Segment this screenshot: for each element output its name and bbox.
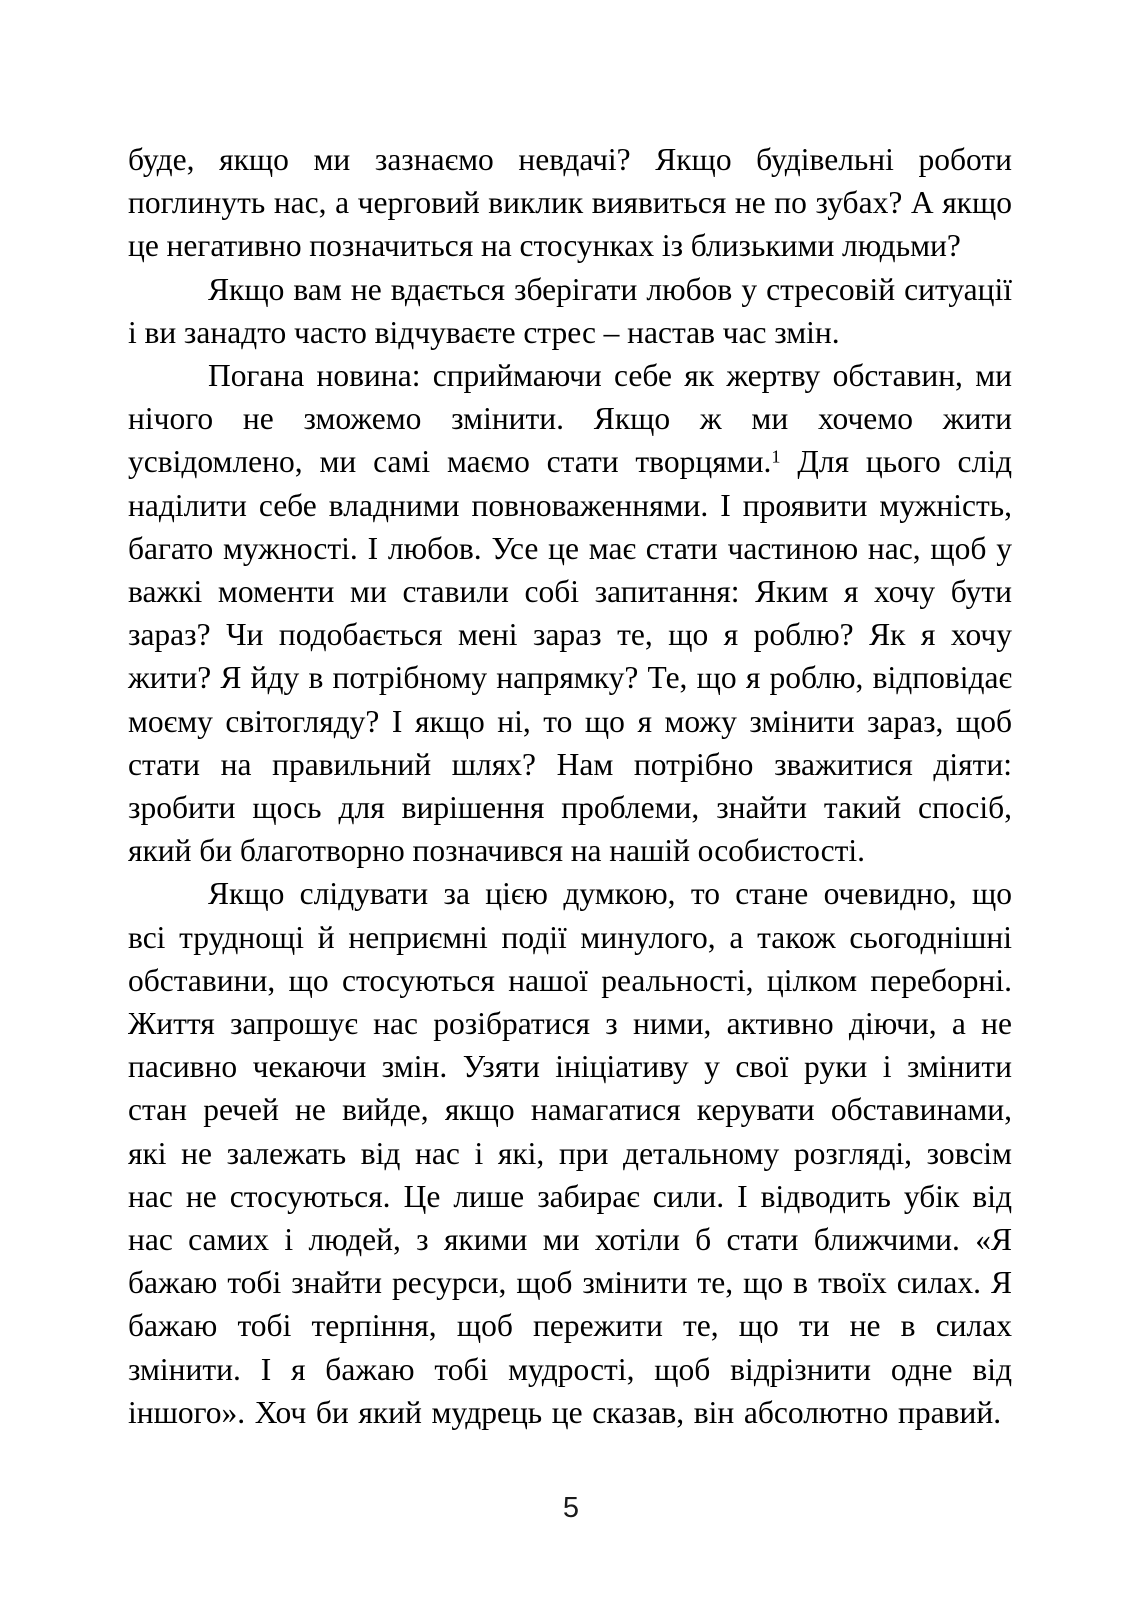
page-number: 5 <box>562 1492 580 1524</box>
paragraph-3-text-after-footnote: Для цього слід наділити себе владними повноваженнями. І проявити мужність, багато мужності. І любов. Усе це має стати частиною нас, щоб у важкі моменти ми ставили собі запитання: Яким я хочу бути зараз? Чи подобається мені зараз те, що я роблю? Як я хочу жити? Я йду в потрібному напрямку? Те, що я роблю, відповідає моєму світогляду? І якщо ні, то що я можу змінити зараз, щоб стати на правильний шлях? Нам потрібно зважитися діяти: зробити щось для вирішення проблеми, знайти такий спосіб, який би благотворно позначився на нашій особистості. <box>128 444 1013 869</box>
paragraph-3-text-before-footnote: Погана новина: сприймаючи себе як жертву обставин, ми нічого не зможемо змінити. Якщо ж ми хочемо жити усвідомлено, ми самі маємо стати творцями. <box>128 358 1012 480</box>
paragraph-4: Якщо слідувати за цією думкою, то стане очевидно, що всі труднощі й неприємні події минулого, а також сьогоднішні обставини, що стосуються нашої реальності, цілком переборні. Життя запрошує нас розібратися з ними, активно діючи, а не пасивно чекаючи змін. Узяти ініціативу у свої руки і змінити стан речей не вийде, якщо намагатися керувати обставинами, які не залежать від нас і які, при детальному розгляді, зовсім нас не стосуються. Це лише забирає сили. І відводить убік від нас самих і людей, з якими ми хотіли б стати ближчими. «Я бажаю тобі знайти ресурси, щоб змінити те, що в твоїх силах. Я бажаю тобі терпіння, щоб пережити те, що ти не в силах змінити. І я бажаю тобі мудрості, щоб відрізнити одне від іншого». Хоч би який мудрець це сказав, він абсолютно правий. <box>128 876 1012 1430</box>
text-column <box>128 138 1012 1434</box>
paragraph-3 <box>128 354 1012 872</box>
paragraph-2: Якщо вам не вдається зберігати любов у стресовій ситуації і ви занадто часто відчуваєте стрес – настав час змін. <box>128 271 1012 350</box>
footnote-marker[interactable]: 1 <box>771 446 781 467</box>
paragraph-1: буде, якщо ми зазнаємо невдачі? Якщо будівельні роботи поглинуть нас, а черговий виклик виявиться не по зубах? А якщо це негативно позначиться на стосунках із близькими людьми? <box>128 142 1012 264</box>
